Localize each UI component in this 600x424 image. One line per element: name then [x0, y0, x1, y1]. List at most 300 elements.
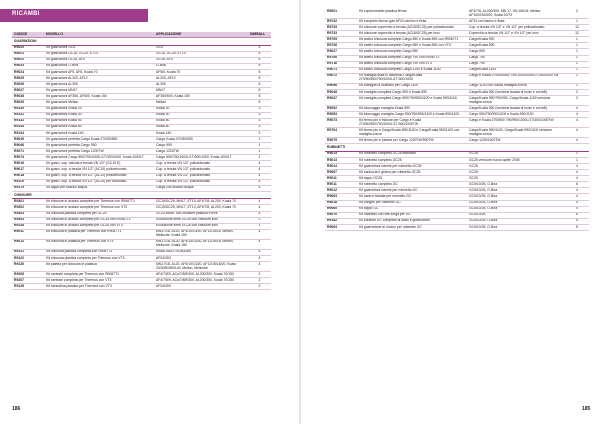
part-application: Cargo 790: [467, 55, 565, 61]
part-model: Kit chiusure coperchio a tenuta (AZ15/GC25) per inox: [357, 31, 467, 37]
part-code: R9048: [325, 89, 357, 95]
part-model: Kit corsetto GC completo di dado e guarnizione: [357, 218, 467, 224]
part-model: Kit coprimorsetto plastica ferma: [357, 9, 467, 19]
part-model: Kit tappo GC: [357, 206, 467, 212]
part-model: Kit guarnizioni interne per rubinetto GC25: [357, 164, 467, 170]
part-application: Cargo con scarico acqua: [154, 185, 248, 191]
part-application: Koala 50: [154, 118, 248, 124]
part-model: Kit guarnizioni perfetta Cargo 1200TW: [44, 149, 154, 155]
table-row: [325, 73, 589, 83]
part-application: AF350/500, Koala 150: [154, 94, 248, 100]
part-application: AF4/7/8, AL200/300, MN 17, VN 1M/1N, Mellon, AF100/150/200, Koala 20/70: [467, 9, 565, 19]
part-code: R9133: [12, 124, 44, 130]
part-package-qty: 4: [248, 161, 271, 167]
part-package-qty: 1: [565, 37, 589, 43]
part-model: Kit guarnizioni O-Bira: [44, 63, 154, 69]
part-package-qty: 2: [565, 96, 589, 106]
part-application: Cop. a tenuta VN 1/2" policarbonato: [154, 173, 248, 179]
part-package-qty: 2: [565, 9, 589, 19]
part-package-qty: 4: [565, 112, 589, 118]
spare-parts-table-left: [12, 32, 271, 290]
part-application: GC25: [467, 164, 565, 170]
part-model: Kit fermo pin e Cargo/Koala 590/1100 e Cargo/Koala 990/1100 con maniglia a leva: [357, 128, 467, 138]
table-row: [325, 9, 589, 19]
part-application: Cargo/Koala 590 (versione dotata di ruote e a livelli): [467, 89, 565, 95]
table-row: [325, 224, 589, 230]
part-code: R9119: [12, 179, 44, 185]
table-row: [325, 128, 589, 138]
part-package-qty: 3: [248, 130, 271, 136]
part-code: R9072: [325, 73, 357, 83]
part-application: AF4/7/8/9, ACs/7/8/9/300, AL200/300, Koala 70/150: [154, 278, 248, 284]
part-application: GC25 versione nuova aprile 2005: [467, 157, 565, 163]
part-package-qty: 4: [248, 229, 271, 239]
part-model: Kit chiusure in acciaio complete per Thermos con R9067T1: [44, 199, 154, 205]
part-application: GC35, AF4: [154, 57, 248, 63]
part-code: R9011: [12, 229, 44, 239]
part-package-qty: 4: [248, 185, 271, 191]
part-application: Cargo Koala 270/50/550: [154, 137, 248, 143]
part-package-qty: 4: [248, 255, 271, 261]
part-model: Kit rubinetto completo GC: [357, 182, 467, 188]
part-code: R9704: [325, 128, 357, 138]
part-application: Cargo/Koala 590/1100, Cargo/Koala 990/1100 versione maniglia a leva: [467, 128, 565, 138]
part-model: Kit bloccaggio maniglia Cargo 590/790/990/1100 e Koala 990/1100: [357, 112, 467, 118]
part-code: R9070: [325, 212, 357, 218]
section-banner: [0, 9, 148, 22]
part-package-qty: 5: [248, 94, 271, 100]
part-package-qty: 3: [248, 112, 271, 118]
part-package-qty: 2: [248, 284, 271, 290]
part-package-qty: 12: [565, 25, 589, 31]
part-package-qty: 3: [248, 124, 271, 130]
part-model: Kit chiusure in acciaio complete per GC25 con VT3: [44, 223, 154, 229]
part-model: Kit guarnizioni Koala 140: [44, 130, 154, 136]
part-application: Koala 20: [154, 106, 248, 112]
part-application: Cargo 590/790/1000L/1T/300/1000, Koala 1000LT: [154, 155, 248, 161]
part-application: Evoluzione serie GC25 con chiusure inox: [154, 223, 248, 229]
part-code: R9018: [12, 173, 44, 179]
part-model: Kit fermo pin e piastra per Cargo 1200TW/990TW: [357, 138, 467, 144]
part-application: Cargo/Koala 590: [467, 37, 565, 43]
part-package-qty: 5: [565, 218, 589, 224]
part-model: Kit guarnizioni MN17: [44, 88, 154, 94]
part-model: Kit bloccaggio maniglia Koala 590: [357, 106, 467, 112]
col-header-package: DIMBALL: [248, 32, 271, 38]
part-application: Cargo/Koala 590 (versione dotata di ruote e a livelli): [467, 106, 565, 112]
part-code: R9020: [12, 45, 44, 51]
part-code: R9001: [325, 9, 357, 19]
part-model: Kit guarnizioni Koala 80: [44, 124, 154, 130]
part-application: GC5/10/25, O-Bira: [467, 218, 565, 224]
section-heading: RUBINETTI: [325, 144, 589, 152]
part-package-qty: 4: [248, 249, 271, 255]
part-application: GC5/10/25: [467, 212, 565, 218]
part-model: Kit guarnizioni interne per rubinetto GC: [357, 188, 467, 194]
part-model: Kit chiusura plastica completa con R9067T1: [44, 249, 154, 255]
part-model: Kit guarn. cop. a tenuta VN 1/2" (AC12) policarbonato: [44, 173, 154, 179]
part-model: Kit fermo pin e frizione per Cargo e Koala 270/50/550/790/1000L/1T/300/1000TW: [357, 118, 467, 128]
section-banner-label: RICAMBI: [12, 11, 40, 17]
part-model: Kit maniglia fissa in alluminio Cargo/Koala 270/50/550/790/1000L/1T/300/1000: [357, 73, 467, 83]
part-code: R9017: [12, 167, 44, 173]
part-model: Kit conges per rubinetto GC: [357, 200, 467, 206]
part-package-qty: 4: [248, 167, 271, 173]
part-application: Cop. a tenuta VN 1/2" policarbonato: [154, 161, 248, 167]
part-model: Kit guarn. cop. valvola a tenuta VN 1/2" (GC15 E): [44, 161, 154, 167]
part-code: R9130: [12, 106, 44, 112]
part-application: GC5: [154, 45, 248, 51]
part-model: Kit guarnizioni Koala 30: [44, 112, 154, 118]
part-code: R9014: [325, 164, 357, 170]
part-application: AF4/7/8/9, ACs/7/8/9/300, AL200/300, Koala 70/150: [154, 272, 248, 278]
part-model: Kit chiusura in plastica per Thermos con R9067T1: [44, 229, 154, 239]
part-model: Kit tappo per scarico acqua: [44, 185, 154, 191]
part-package-qty: 4: [248, 199, 271, 205]
part-code: R9011: [325, 176, 357, 182]
part-model: Kit chiusura plastica completa per GC25: [44, 211, 154, 217]
part-package-qty: 1: [248, 143, 271, 149]
part-model: Kit chiusure in acciaio complete per GC25 con R9067T3: [44, 217, 154, 223]
part-model: Kit guarnizioni GC15, GC25, ET13: [44, 51, 154, 57]
part-package-qty: 4: [565, 118, 589, 128]
part-model: Kit guarnizioni Cargo 590/790/1000L/1T/300/1000, Koala 1000LT: [44, 155, 154, 161]
part-model: Kit anello chiusura completo Cargo 1100 e Koala 1100: [357, 67, 467, 73]
part-code: R9071: [12, 149, 44, 155]
part-application: GC25: [467, 151, 565, 157]
part-model: Kit maniglia completa Cargo 590 e Koala 590: [357, 89, 467, 95]
part-model: Kit dado e farfalla per rubinetto GC: [357, 194, 467, 200]
table-row: [325, 96, 589, 106]
part-package-qty: 4: [248, 179, 271, 185]
part-package-qty: 6: [565, 212, 589, 218]
part-package-qty: 4: [565, 206, 589, 212]
part-model: Kit rubinetto completo GC25 standard: [357, 151, 467, 157]
part-application: GC25 ecom. con chiusure plastica e leve: [154, 211, 248, 217]
part-application: GC25: [467, 170, 565, 176]
page-number-left: 186: [12, 406, 21, 412]
part-code: R9126: [12, 262, 44, 272]
page-number-right: 185: [582, 406, 591, 412]
part-package-qty: 4: [565, 200, 589, 206]
part-code: R9063: [325, 194, 357, 200]
part-package-qty: 1: [565, 151, 589, 157]
part-model: Kit guarnizioni perfetta Cargo 990: [44, 143, 154, 149]
part-package-qty: 2: [248, 223, 271, 229]
part-model: Kit cartuccia e ghiera per rubinetto GC25: [357, 170, 467, 176]
part-package-qty: 2: [565, 89, 589, 95]
part-application: Cop. a tenuta VN 1/2" policarbonato: [154, 167, 248, 173]
part-code: R9026: [12, 82, 44, 88]
part-model: Kit rubinetto completo GC25: [357, 157, 467, 163]
part-model: Kit anello chiusura completo Cargo 590 e Koala 590 con R9067T1: [357, 37, 467, 43]
part-application: Cargo 590: [467, 49, 565, 55]
part-model: Kit guarnizioni perfetta Cargo Koala 270/50/550: [44, 137, 154, 143]
part-application: AL200, AF12: [154, 76, 248, 82]
part-code: R9132: [12, 118, 44, 124]
part-code: R9074: [12, 155, 44, 161]
part-application: O-Bira: [154, 63, 248, 69]
part-package-qty: 3: [248, 118, 271, 124]
part-model: Kit completo blocco gas AF24 camino e fissa: [357, 19, 467, 25]
part-package-qty: 1: [565, 55, 589, 61]
part-model: Kit paletta per chiusura in plastica: [44, 262, 154, 272]
part-code: R9073: [325, 118, 357, 128]
part-application: GC15, GC25, ET13: [154, 51, 248, 57]
part-model: Kit maniglia di ricambio per Cargo 1100: [357, 83, 467, 89]
part-model: Kit rubinetto con vite lunga per GC: [357, 212, 467, 218]
part-model: Kit guarn. cop. a tenuta VN 1/2" (AC10) policarbonato: [44, 167, 154, 173]
part-application: GC5/10/25, O-Bira: [467, 224, 565, 230]
part-package-qty: 5: [248, 51, 271, 57]
part-code: R9023: [12, 63, 44, 69]
part-code: R9012: [12, 239, 44, 249]
part-code: R9028: [12, 94, 44, 100]
part-code: R9027: [12, 88, 44, 94]
part-code: R9302: [12, 205, 44, 211]
part-application: Cargo/Koala 590/790/990, Cargo/Koala 1100 versione maniglia a leva: [467, 96, 565, 106]
part-code: R9733: [325, 31, 357, 37]
part-model: Kit tappo GC25: [357, 176, 467, 182]
spare-parts-table-right: [325, 9, 589, 231]
part-package-qty: 1: [248, 149, 271, 155]
part-package-qty: 4: [565, 106, 589, 112]
part-package-qty: 1: [565, 43, 589, 49]
part-application: MN17: [154, 88, 248, 94]
part-package-qty: 5: [248, 57, 271, 63]
left-page: [0, 0, 299, 424]
col-header-model: MODELLO: [44, 32, 154, 38]
part-package-qty: 1: [565, 157, 589, 163]
part-package-qty: 2: [248, 272, 271, 278]
part-model: Kit guarnizioni AL200, AF12: [44, 76, 154, 82]
part-code: R9053: [325, 112, 357, 118]
part-code: R9732: [325, 19, 357, 25]
part-package-qty: 5: [565, 224, 589, 230]
part-package-qty: 1: [565, 73, 589, 83]
part-application: Cargo e Koala 270/50/550/ 790/1000/1000/1T/300/1000TW: [467, 73, 565, 83]
part-application: GC5/10/25, O-Bira: [467, 182, 565, 188]
part-package-qty: 5: [248, 45, 271, 51]
part-code: R9304: [12, 217, 44, 223]
part-package-qty: 4: [565, 194, 589, 200]
part-package-qty: 1: [248, 137, 271, 143]
part-model: Kit guarnizioni Koala 50: [44, 118, 154, 124]
part-application: Cop. a tenuta VN 1/2" e VN 1/2" per policarbonato: [467, 25, 565, 31]
part-code: R9303: [12, 211, 44, 217]
part-code: R9705: [325, 37, 357, 43]
part-application: GC5/10/25, O-Bira: [467, 200, 565, 206]
part-application: AF04/300: [154, 284, 248, 290]
part-model: Kit guarnizioni AL300: [44, 82, 154, 88]
part-code: R9134: [12, 130, 44, 136]
part-package-qty: 4: [565, 138, 589, 144]
part-application: Coperchio a tenuta VN 1/2" e VN 1/2" per inox: [467, 31, 565, 37]
part-application: MN17/18, AL20, AF4/10/13/20, AF12/15/18/20, Koala 20/30/50/80/140, Mellon, Melluche: [154, 262, 248, 272]
part-application: Evoluzione serie GC25 con chiusure inox: [154, 217, 248, 223]
part-code: R9056: [325, 83, 357, 89]
part-model: Kit chiusure in acciaio complete per Thermos con VT3: [44, 205, 154, 211]
part-model: Kit guarnizioni AF5, AF6, Koala 70: [44, 69, 154, 75]
part-application: GC25: [467, 176, 565, 182]
part-application: AL300: [154, 82, 248, 88]
part-package-qty: 5: [248, 82, 271, 88]
part-code: R9016: [12, 161, 44, 167]
part-package-qty: 5: [248, 88, 271, 94]
part-code: R9011: [325, 182, 357, 188]
part-code: R9131: [12, 112, 44, 118]
part-model: Kit anello chiusura completo Cargo 590 e Koala 590 con VT3: [357, 43, 467, 49]
part-model: Kit guarnizioni GC35, AF4: [44, 57, 154, 63]
part-package-qty: 4: [565, 176, 589, 182]
col-header-code: CODICE: [12, 32, 44, 38]
part-model: Kit guarnizioni AF350, AF500, Koala 150: [44, 94, 154, 100]
part-package-qty: 4: [248, 173, 271, 179]
part-code: R9029: [12, 100, 44, 106]
part-code: R9045: [12, 137, 44, 143]
part-package-qty: 5: [248, 69, 271, 75]
section-heading: CHIUSURE: [12, 191, 271, 199]
part-package-qty: 5: [248, 63, 271, 69]
part-model: Kit guarnizione al rinculo per rubinetto GC: [357, 224, 467, 230]
part-package-qty: 4: [248, 205, 271, 211]
part-application: Koala 30: [154, 112, 248, 118]
part-code: R9047: [325, 96, 357, 106]
part-code: R9012: [325, 188, 357, 194]
part-package-qty: 1: [565, 83, 589, 89]
part-application: Koala 140: [154, 130, 248, 136]
part-code: R9301: [12, 199, 44, 205]
part-application: Cargo 790: [467, 61, 565, 67]
part-package-qty: 2: [248, 217, 271, 223]
part-application: MN17/18, AL20, AF4/10/13/20, AF12/15/18, Mellon, Melluche, Koala 150: [154, 239, 248, 249]
part-code: R9716: [325, 61, 357, 67]
table-row: [12, 229, 271, 239]
section-heading-row: [12, 38, 271, 46]
part-application: Cargo 590/790/990/1100 e Koala 990/1100: [467, 112, 565, 118]
part-package-qty: 12: [565, 31, 589, 37]
part-model: Kit centrale completa per Thermos con R9067T1: [44, 272, 154, 278]
part-code: R9162: [325, 218, 357, 224]
table-body-left: [12, 38, 271, 290]
col-header-application: APPLICAZIONE: [154, 32, 248, 38]
part-code: R9021: [12, 51, 44, 57]
part-application: GC5/10/25, O-Bira: [467, 206, 565, 212]
part-package-qty: 2: [248, 278, 271, 284]
part-application: Koala 260/270/280/1ell: [154, 249, 248, 255]
part-code: R9207: [12, 278, 44, 284]
part-package-qty: 1: [565, 61, 589, 67]
part-application: AF5/6, Koala 70: [154, 69, 248, 75]
part-code: R9128: [12, 223, 44, 229]
part-application: GC5/10/25, O-Bira: [467, 194, 565, 200]
part-package-qty: 4: [248, 211, 271, 217]
part-application: MN17/18, AL20, AF4/10/13/20, AF12/15/18, Mellon, Melluche, Koala 150: [154, 229, 248, 239]
part-code: R9052: [325, 106, 357, 112]
part-package-qty: 5: [248, 100, 271, 106]
part-model: Kit centralina plastica per Thermos con VT3: [44, 284, 154, 290]
part-model: Kit chiusura plastica completa per Thermos con VT3: [44, 255, 154, 261]
part-application: Cargo 990: [154, 143, 248, 149]
part-application: Cargo/Koala 1100: [467, 67, 565, 73]
part-application: Cargo 1200/1200TW: [467, 138, 565, 144]
part-model: Kit guarnizioni Mellon: [44, 100, 154, 106]
part-model: Kit maniglia completa Cargo 590/790/990/1100 e Koala 990/1100: [357, 96, 467, 106]
part-package-qty: 4: [565, 164, 589, 170]
part-code: R9706: [325, 55, 357, 61]
part-code: R9022: [12, 57, 44, 63]
part-code: R9125: [12, 284, 44, 290]
section-heading: GUARNIZIONI: [12, 38, 271, 46]
part-model: Kit chiusura in plastica per Thermos con VT3: [44, 239, 154, 249]
part-application: Koala 80: [154, 124, 248, 130]
part-application: Cargo/Koala 590: [467, 43, 565, 49]
part-package-qty: 4: [565, 170, 589, 176]
table-row: [325, 118, 589, 128]
part-code: R9075: [325, 138, 357, 144]
part-application: AF24 con banco e fissa: [467, 19, 565, 25]
part-model: Kit anello chiusura completo Cargo 790 con R9067T1: [357, 55, 467, 61]
part-package-qty: 6: [565, 182, 589, 188]
part-package-qty: 1: [248, 155, 271, 161]
part-application: GC15/GC25, MN17, ET13, AF4/7/8, AL200, Koala 70: [154, 205, 248, 211]
part-model: Kit centrale completa per Thermos con VT3: [44, 278, 154, 284]
part-model: Kit guarn. cop. a tenuta VN 1/2" (AC20) per arrotolato: [44, 179, 154, 185]
part-code: R9013: [325, 151, 357, 157]
table-body-right: [325, 9, 589, 231]
part-code: R9071: [325, 67, 357, 73]
right-page: [301, 0, 600, 424]
part-application: Cargo e Koala 270/550/ 790/990/1000L/1T/300/1000TW: [467, 118, 565, 128]
part-code: R9046: [12, 143, 44, 149]
part-application: Cop. a tenuta VN 1/2" policarbonato: [154, 179, 248, 185]
part-code: R9067: [325, 170, 357, 176]
part-model: Kit anello chiusura completo Cargo 590: [357, 49, 467, 55]
part-package-qty: 4: [565, 128, 589, 138]
table-row: [12, 239, 271, 249]
part-code: R9013: [325, 157, 357, 163]
part-code: R9175: [12, 185, 44, 191]
part-code: R9205: [12, 272, 44, 278]
part-package-qty: 1: [565, 49, 589, 55]
part-code: R9726: [325, 43, 357, 49]
part-code: R9063: [325, 224, 357, 230]
part-model: Kit guarnizioni Koala 20: [44, 106, 154, 112]
table-row: [12, 262, 271, 272]
section-heading-row: [325, 144, 589, 152]
part-application: AF04/300: [154, 255, 248, 261]
part-package-qty: 5: [248, 76, 271, 82]
part-code: R9121: [12, 249, 44, 255]
part-code: R9060: [325, 206, 357, 212]
part-application: Mellon: [154, 100, 248, 106]
part-code: R9024: [12, 69, 44, 75]
part-code: R9025: [12, 76, 44, 82]
part-code: R9018: [325, 200, 357, 206]
part-application: GC5/10/25, O-Bira: [467, 188, 565, 194]
table-row: [12, 284, 271, 290]
part-model: Kit chiusure coperchio a tenuta (AZ15/GC25) per policarbonato: [357, 25, 467, 31]
part-package-qty: 3: [248, 106, 271, 112]
part-package-qty: 4: [248, 239, 271, 249]
part-code: R9733: [325, 25, 357, 31]
part-package-qty: 1: [565, 19, 589, 25]
part-application: GC15/GC25, MN17, ET13, AF4/7/8, AL200, Koala 70: [154, 199, 248, 205]
part-code: R9122: [12, 255, 44, 261]
part-package-qty: 1: [565, 67, 589, 73]
part-package-qty: 4: [248, 262, 271, 272]
section-heading-row: [12, 191, 271, 199]
